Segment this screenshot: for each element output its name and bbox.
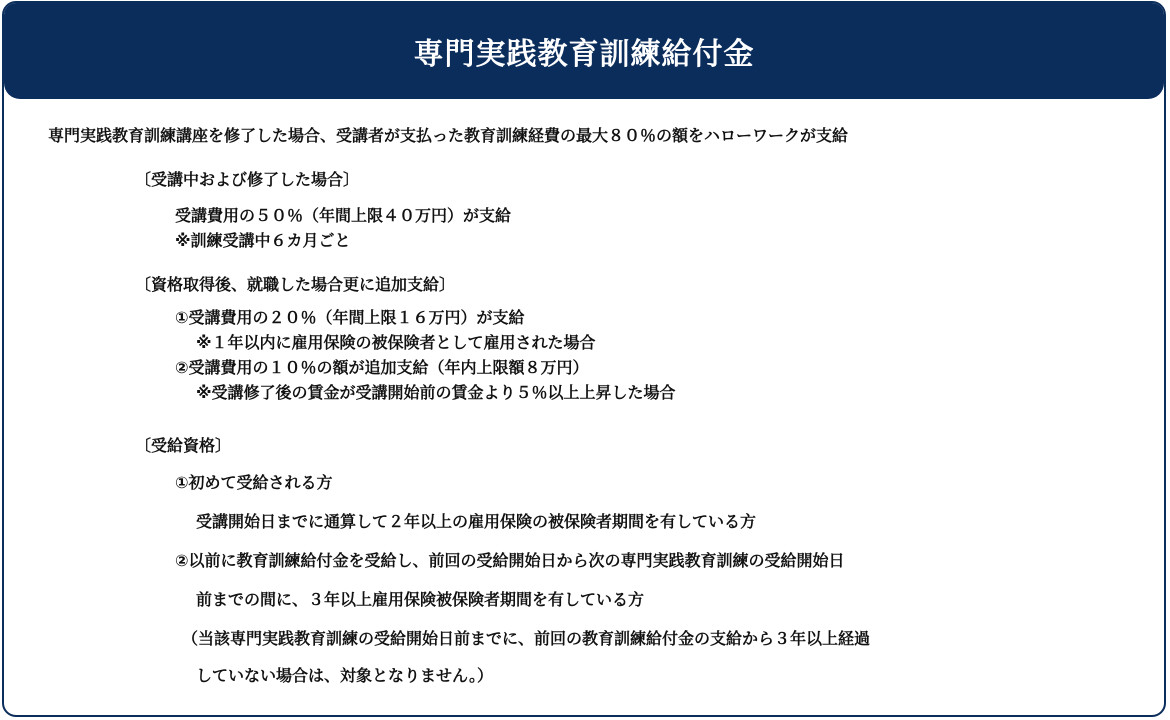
section-heading-eligibility: 〔受給資格〕: [135, 436, 232, 455]
eligibility-first-time: ①初めて受給される方: [175, 473, 333, 492]
title-banner: [4, 3, 1164, 99]
benefit-20-percent: ①受講費用の２０％（年間上限１６万円）が支給: [175, 308, 525, 327]
benefit-10-percent: ②受講費用の１０％の額が追加支給（年内上限額８万円）: [175, 358, 589, 377]
eligibility-note-1: （当該専門実践教育訓練の受給開始日前までに、前回の教育訓練給付金の支給から３年以上経過: [182, 629, 871, 648]
benefit-50-note: ※訓練受講中６カ月ごと: [175, 231, 351, 250]
benefit-20-note: ※１年以内に雇用保険の被保険者として雇用された場合: [196, 333, 596, 352]
eligibility-previous-cont: 前までの間に、３年以上雇用保険被保険者期間を有している方: [196, 590, 645, 609]
page-title: 専門実践教育訓練給付金: [413, 37, 755, 72]
section-heading-additional: 〔資格取得後、就職した場合更に追加支給〕: [135, 275, 456, 294]
benefit-10-note: ※受講修了後の賃金が受講開始前の賃金より５％以上上昇した場合: [196, 383, 676, 402]
benefit-50-percent: 受講費用の５０％（年間上限４０万円）が支給: [175, 206, 512, 225]
eligibility-previous: ②以前に教育訓練給付金を受給し、前回の受給開始日から次の専門実践教育訓練の受給開始日: [175, 551, 845, 570]
eligibility-note-2: していない場合は、対象となりません。）: [196, 666, 493, 685]
section-heading-during-course: 〔受講中および修了した場合〕: [135, 170, 360, 189]
eligibility-first-time-text: 受講開始日までに通算して２年以上の雇用保険の被保険者期間を有している方: [196, 512, 757, 531]
summary-text: 専門実践教育訓練講座を修了した場合、受講者が支払った教育訓練経費の最大８０％の額をハローワークが支給: [48, 126, 849, 145]
